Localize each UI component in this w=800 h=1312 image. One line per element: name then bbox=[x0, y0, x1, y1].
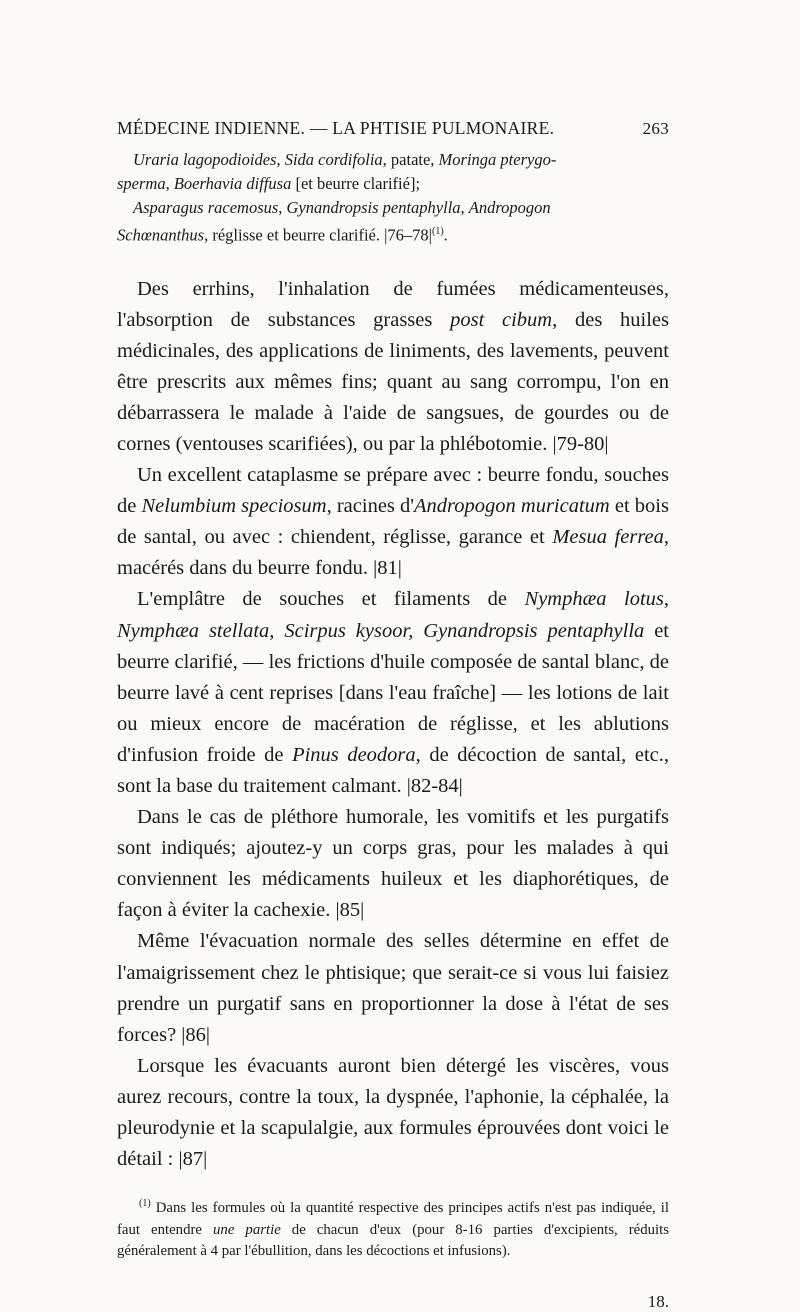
signature-mark: 18. bbox=[647, 1291, 669, 1311]
verse-line bbox=[117, 172, 669, 196]
document-page bbox=[117, 118, 670, 1311]
text-run: , racines d' bbox=[326, 495, 414, 518]
verse-text: , bbox=[165, 174, 174, 193]
plant-name: Uraria lagopodioides bbox=[133, 150, 277, 169]
verse-text: [et beurre clarifié]; bbox=[291, 174, 421, 193]
verse-line bbox=[117, 196, 669, 220]
plant-name: Mesua ferrea bbox=[552, 526, 664, 549]
verse-text: , bbox=[276, 150, 285, 169]
paragraph bbox=[117, 584, 669, 802]
footnote bbox=[117, 1193, 669, 1263]
verse-text: , réglisse et beurre clarifié. |76–78| bbox=[204, 225, 432, 245]
verse-text: . bbox=[443, 225, 448, 245]
paragraph: Même l'évacuation normale des selles détermine en effet de l'amaigrissement chez le phtisique; que serait-ce si vous lui faisiez prendre un purgatif sans en proportionner la dose à l'état de ses forces? |86| bbox=[117, 930, 669, 1046]
plant-name: Sida cordifolia bbox=[284, 150, 383, 169]
emphasis: une partie bbox=[213, 1221, 281, 1238]
plant-name: sperma bbox=[117, 174, 166, 193]
verse-line bbox=[117, 148, 669, 172]
paragraph: Dans le cas de pléthore humorale, les vomitifs et les purgatifs sont indiqués; ajoutez-y un corps gras, pour les malades à qui conviennent les médicaments huileux et les diaphorétiques, de façon à éviter la cachexie. |85| bbox=[117, 806, 669, 922]
page-number: 263 bbox=[642, 119, 669, 138]
paragraph bbox=[117, 460, 669, 584]
text-run: Des errhins, l'inhalation de fumées médicamenteuses, l'absorption de substances grasses bbox=[117, 277, 669, 331]
text-run: L'emplâtre de souches et filaments de bbox=[137, 588, 525, 611]
running-title: MÉDECINE INDIENNE. — LA PHTISIE PULMONAIRE. bbox=[117, 118, 555, 138]
plant-name: Andropogon muricatum bbox=[414, 495, 610, 518]
plant-name: Schœnanthus bbox=[117, 225, 205, 245]
plant-name: Nymphæa lotus, Nymphæa stellata, Scirpus kysoor, Gynandropsis pentaphylla bbox=[117, 588, 669, 642]
body-text bbox=[117, 274, 669, 1176]
text-run: Un excellent cataplasme se prépare avec : beurre fondu, souches de bbox=[117, 464, 669, 518]
paragraph: Lorsque les évacuants auront bien détergé les viscères, vous aurez recours, contre la toux, la dyspnée, l'aphonie, la céphalée, la pleurodynie et la scapulalgie, aux formules éprouvées dont voici le détail : |87| bbox=[117, 1054, 669, 1171]
paragraph bbox=[117, 274, 669, 461]
text-run: et bois de santal, ou avec : chiendent, réglisse, garance et bbox=[117, 495, 669, 549]
footnote-ref: (1) bbox=[431, 226, 444, 237]
verse-text: , bbox=[278, 198, 287, 217]
footnote-marker: (1) bbox=[139, 1198, 151, 1210]
plant-name: Andropogon bbox=[468, 198, 551, 217]
text-run: , de décoction de santal, etc., sont la base du traitement calmant. |82-84| bbox=[117, 743, 669, 797]
text-run: Dans les formules où la quantité respective des principes actifs n'est pas indiquée, il faut entendre bbox=[117, 1200, 669, 1238]
plant-name: Nelumbium speciosum bbox=[141, 495, 327, 518]
plant-name: Moringa pterygo- bbox=[438, 150, 557, 169]
text-run: , macérés dans du beurre fondu. |81| bbox=[117, 526, 670, 580]
latin-term: post cibum bbox=[450, 308, 553, 331]
verse-line bbox=[117, 220, 669, 248]
verse-text: , bbox=[460, 198, 469, 217]
verse-text: , patate, bbox=[382, 150, 439, 169]
plant-name: Boerhavia diffusa bbox=[173, 174, 292, 193]
text-run: , des huiles médicinales, des applications de liniments, des lavements, peuvent être prescrits aux mêmes fins; quant au sang corrompu, l'on en débarrassera le malade à l'aide de sangsues, de gourdes ou de cornes (ventouses scarifiées), ou par la phlébotomie. |79-80| bbox=[117, 308, 670, 455]
verse-block bbox=[117, 148, 669, 248]
text-run: et beurre clarifié, — les frictions d'huile composée de santal blanc, de beurre lavé à cent reprises [dans l'eau fraîche] — les lotions de lait ou mieux encore de macération de réglisse, et les ablutions d'infusion froide de bbox=[117, 619, 670, 766]
plant-name: Pinus deodora bbox=[292, 743, 416, 766]
plant-name: Gynandropsis pentaphylla bbox=[286, 198, 461, 217]
plant-name: Asparagus racemosus bbox=[133, 198, 279, 217]
running-header bbox=[117, 118, 669, 148]
text-run: de chacun d'eux (pour 8-16 parties d'excipients, réduits généralement à 4 par l'ébullition, dans les décoctions et infusions). bbox=[117, 1221, 669, 1260]
